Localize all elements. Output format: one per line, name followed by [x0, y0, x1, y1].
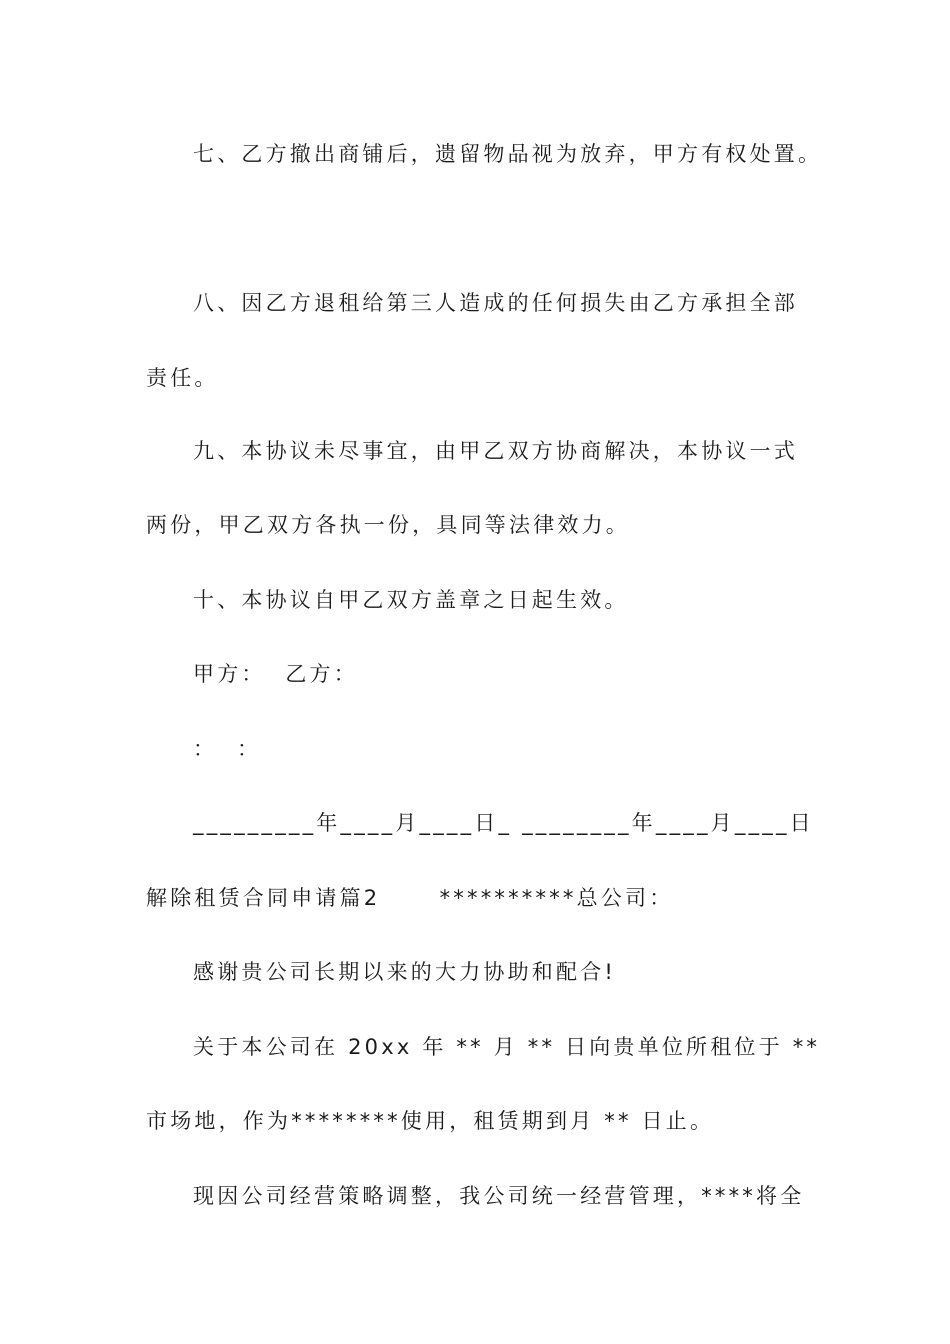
- section-heading: 解除租赁合同申请篇2 **********总公司：: [146, 886, 674, 910]
- clause-seven: 七、乙方撤出商铺后，遗留物品视为放弃，甲方有权处置。: [193, 142, 823, 166]
- clause-nine-line-2: 两份，甲乙双方各执一份，具同等法律效力。: [146, 513, 630, 537]
- signature-date-line: _________年____月____日_ ________年____月____日: [193, 811, 814, 835]
- letter-para-2-line-1: 关于本公司在 20xx 年 ** 月 ** 日向贵单位所租位于 **: [193, 1035, 821, 1059]
- clause-eight-line-1: 八、因乙方退租给第三人造成的任何损失由乙方承担全部: [193, 291, 798, 315]
- letter-para-2-line-2: 市场地，作为********使用，租赁期到月 ** 日止。: [146, 1109, 715, 1133]
- clause-ten: 十、本协议自甲乙双方盖章之日起生效。: [193, 588, 629, 612]
- clause-nine-line-1: 九、本协议未尽事宜，由甲乙双方协商解决，本协议一式: [193, 439, 798, 463]
- party-labels: 甲方： 乙方：: [193, 662, 358, 686]
- party-colons: ： ：: [193, 737, 262, 761]
- clause-eight-line-2: 责任。: [146, 366, 219, 390]
- letter-para-3: 现因公司经营策略调整，我公司统一经营管理，****将全: [193, 1184, 805, 1208]
- letter-para-1: 感谢贵公司长期以来的大力协助和配合!: [193, 960, 617, 984]
